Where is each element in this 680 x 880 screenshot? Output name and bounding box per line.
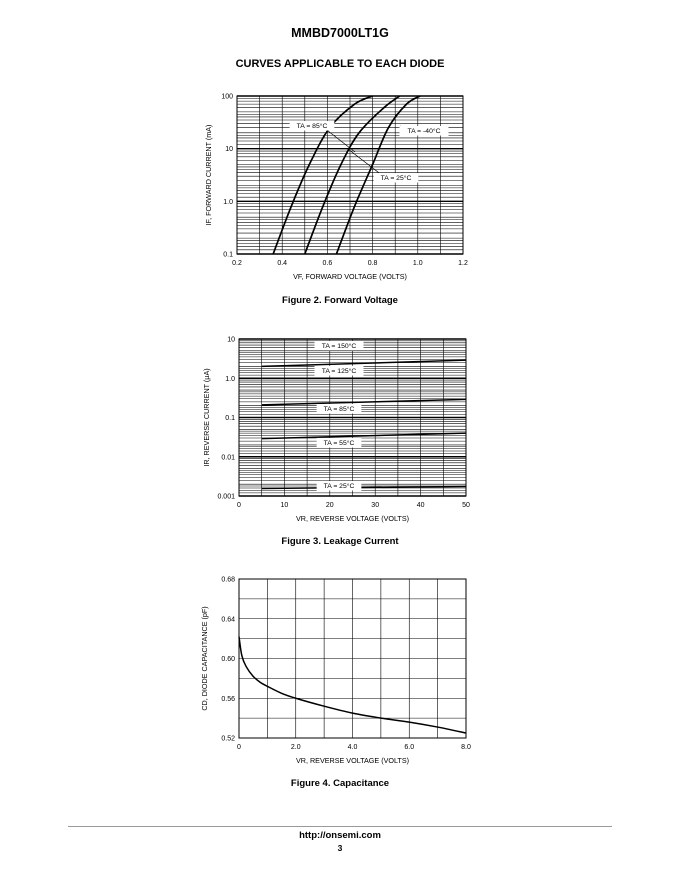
figure-3-caption: Figure 3. Leakage Current (281, 536, 399, 547)
x-tick-label: 4.0 (347, 744, 358, 751)
y-tick-label: 0.52 (221, 735, 235, 743)
y-tick-label: 100 (221, 93, 233, 101)
y-tick-label: 0.56 (221, 695, 235, 703)
x-tick-label: 30 (371, 502, 380, 509)
x-tick-label: 0 (237, 502, 241, 509)
annotation-label: TA = 150°C (321, 343, 357, 350)
y-tick-label: 1.0 (223, 198, 233, 206)
y-tick-label: 0.001 (217, 493, 235, 501)
y-tick-label: 0.1 (223, 251, 233, 259)
annotation-label: TA = 85°C (296, 123, 328, 130)
document-title: MMBD7000LT1G (291, 26, 389, 40)
figure-4-caption: Figure 4. Capacitance (290, 778, 390, 789)
x-tick-label: 20 (325, 502, 334, 509)
x-tick-label: 0 (237, 744, 241, 751)
annotation-label: TA = 25°C (323, 483, 355, 490)
x-axis-label: VF, FORWARD VOLTAGE (VOLTS) (293, 272, 407, 281)
x-tick-label: 2.0 (290, 744, 301, 751)
x-tick-label: 10 (280, 502, 289, 509)
x-tick-label: 40 (416, 502, 425, 509)
y-tick-label: 0.60 (221, 656, 235, 663)
x-tick-label: 50 (462, 502, 470, 509)
x-tick-label: 1.0 (412, 260, 423, 267)
annotation-label: TA = 55°C (323, 440, 355, 447)
x-tick-label: 0.2 (232, 260, 242, 267)
y-tick-label: 1.0 (225, 375, 235, 383)
x-tick-label: 1.2 (458, 260, 468, 267)
x-tick-label: 0.6 (322, 260, 333, 267)
x-axis-label: VR, REVERSE VOLTAGE (VOLTS) (295, 514, 410, 523)
y-tick-label: 0.68 (221, 576, 235, 584)
x-axis-label: VR, REVERSE VOLTAGE (VOLTS) (295, 756, 410, 765)
footer-url[interactable]: http://onsemi.com (299, 830, 381, 841)
footer-divider (68, 826, 612, 827)
x-tick-label: 6.0 (404, 744, 415, 751)
x-tick-label: 8.0 (461, 744, 471, 751)
y-tick-label: 0.01 (221, 454, 235, 462)
annotation-label: TA = 25°C (380, 175, 412, 182)
y-axis-label: CD, DIODE CAPACITANCE (pF) (200, 606, 209, 711)
y-axis-label: IF, FORWARD CURRENT (mA) (204, 124, 213, 226)
section-title: CURVES APPLICABLE TO EACH DIODE (235, 58, 445, 70)
y-tick-label: 0.64 (221, 616, 235, 624)
x-tick-label: 0.8 (367, 260, 378, 267)
y-tick-label: 10 (225, 146, 233, 154)
figure-2-caption: Figure 2. Forward Voltage (282, 295, 398, 306)
y-tick-label: 0.1 (225, 415, 235, 422)
page-number: 3 (337, 843, 343, 853)
y-tick-label: 10 (227, 336, 235, 344)
annotation-label: TA = 85°C (323, 406, 355, 413)
x-tick-label: 0.4 (277, 260, 288, 267)
annotation-label: TA = -40°C (407, 128, 441, 135)
y-axis-label: IR, REVERSE CURRENT (μA) (202, 368, 211, 467)
annotation-label: TA = 125°C (321, 368, 357, 375)
